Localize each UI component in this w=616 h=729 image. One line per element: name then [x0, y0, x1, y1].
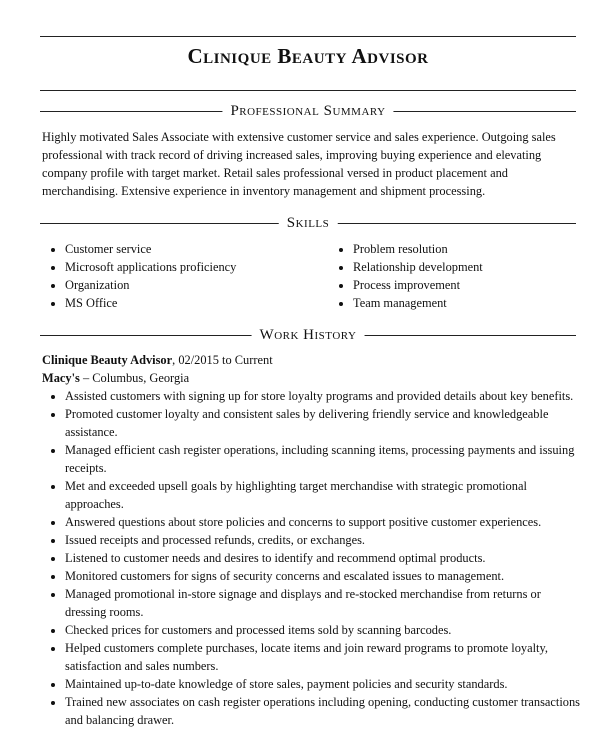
skill-item: • Relationship development — [353, 258, 578, 276]
skill-item: • Organization — [65, 276, 330, 294]
skills-right-column — [330, 240, 578, 312]
skill-item: • Microsoft applications proficiency — [65, 258, 330, 276]
company-line — [42, 369, 582, 387]
work-history — [42, 351, 582, 729]
duty-item: • Monitored customers for signs of security concerns and escalated issues to management. — [65, 567, 582, 585]
duty-item: • Trained new associates on cash register operations including opening, conducting customer transactions and balancing drawer. — [65, 693, 582, 729]
duty-item: • Assisted customers with signing up for store loyalty programs and provided details about key benefits. — [65, 387, 582, 405]
duty-item: • Listened to customer needs and desires to identify and recommend optimal products. — [65, 549, 582, 567]
duty-item: • Managed efficient cash register operations, including scanning items, processing payments and issuing receipts. — [65, 441, 582, 477]
duty-item: • Helped customers complete purchases, locate items and join reward programs to promote loyalty, satisfaction and sales numbers. — [65, 639, 582, 675]
work-section-header — [40, 326, 576, 344]
skill-item: • Process improvement — [353, 276, 578, 294]
duty-item: • Promoted customer loyalty and consistent sales by delivering friendly service and knowledgeable assistance. — [65, 405, 582, 441]
duty-item: • Checked prices for customers and processed items sold by scanning barcodes. — [65, 621, 582, 639]
duty-item: • Answered questions about store policies and concerns to support positive customer experiences. — [65, 513, 582, 531]
title-rule — [40, 90, 576, 91]
resume-title: Clinique Beauty Advisor — [187, 44, 429, 68]
company-location: – Columbus, Georgia — [79, 371, 190, 385]
skill-item: • Customer service — [65, 240, 330, 258]
job-title: Clinique Beauty Advisor — [42, 353, 173, 367]
top-rule — [40, 36, 576, 37]
duty-item: • Maintained up-to-date knowledge of store sales, payment policies and security standards. — [65, 675, 582, 693]
summary-text: Highly motivated Sales Associate with extensive customer service and sales experience. Outgoing sales professional with track record of driving increased sales, improving buying experience and elevating company profile with target market. Retail sales professional versed in product placement and merchandising. Extensive experience in inventory management and shipment processing. — [42, 130, 556, 198]
summary-heading: Professional Summary — [222, 102, 393, 120]
duty-item: • Managed promotional in-store signage and displays and re-stocked merchandise from returns or dressing rooms. — [65, 585, 582, 621]
skills-section-header — [40, 214, 576, 232]
job-title-line — [42, 351, 582, 369]
duty-item: • Issued receipts and processed refunds, credits, or exchanges. — [65, 531, 582, 549]
skills-left-column — [42, 240, 330, 312]
job-dates: , 02/2015 to Current — [172, 353, 273, 367]
skill-item: • MS Office — [65, 294, 330, 312]
job-duties — [42, 387, 582, 729]
company-name: Macy's — [42, 371, 80, 385]
skills-list — [42, 240, 582, 312]
summary-section-header — [40, 102, 576, 120]
skills-heading: Skills — [279, 214, 338, 232]
skill-item: • Team management — [353, 294, 578, 312]
skill-item: • Problem resolution — [353, 240, 578, 258]
duty-item: • Met and exceeded upsell goals by highlighting target merchandise with strategic promotional approaches. — [65, 477, 582, 513]
work-heading: Work History — [252, 326, 365, 344]
